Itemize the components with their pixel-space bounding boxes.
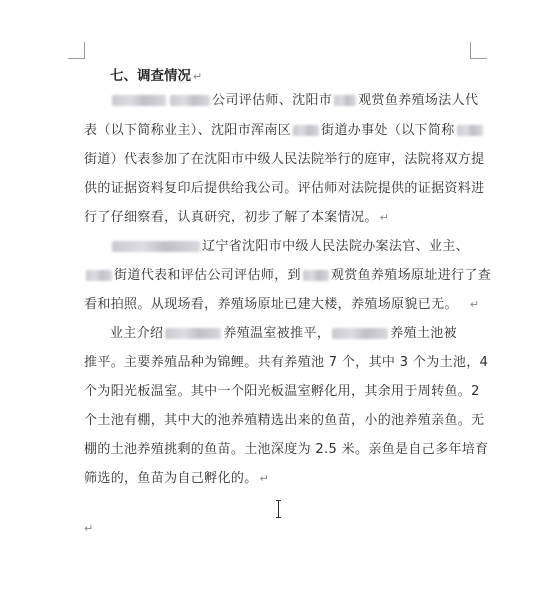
redacted-text	[334, 95, 356, 106]
text-line[interactable]: 街道）代表参加了在沈阳市中级人民法院举行的庭审，法院将双方提	[84, 152, 485, 167]
paragraph-mark: ↵	[193, 70, 203, 83]
page-corner-mark-top-left	[68, 42, 85, 59]
paragraph-mark: ↵	[379, 211, 390, 224]
text-line[interactable]: 业主介绍 养殖温室被推平， 养殖土池被	[110, 326, 457, 341]
redacted-text	[303, 270, 329, 281]
redacted-text	[112, 241, 200, 252]
redacted-text	[86, 270, 112, 281]
redacted-text	[170, 95, 210, 106]
section-heading[interactable]: 七、调查情况 ↵	[110, 68, 203, 84]
text-line[interactable]: 行了仔细察看，认真研究，初步了解了本案情况。 ↵	[84, 210, 390, 225]
text-line[interactable]: 公司评估师、沈阳市 观赏鱼养殖场法人代	[110, 92, 478, 110]
text-cursor	[278, 500, 279, 518]
text-line[interactable]: 看和拍照。从现场看，养殖场原址已建大楼，养殖场原貌已无。 ↵	[84, 297, 480, 312]
redacted-text	[165, 328, 221, 339]
text-line[interactable]: 街道代表和评估公司评估师，到 观赏鱼养殖场原址进行了查	[84, 267, 491, 285]
redacted-text	[457, 125, 483, 136]
text-line[interactable]: 辽宁省沈阳市中级人民法院办案法官、业主、	[110, 238, 469, 256]
page-corner-mark-top-right	[470, 42, 487, 59]
text-line[interactable]: 个为阳光板温室。其中一个阳光板温室孵化用，其余用于周转鱼。2	[84, 384, 480, 399]
text-line[interactable]: 个土池有棚，其中大的池养殖精选出来的鱼苗，小的池养殖亲鱼。无	[84, 413, 485, 428]
redacted-text	[112, 95, 166, 106]
text-line[interactable]: 供的证据资料复印后提供给我公司。评估师对法院提供的证据资料进	[84, 181, 485, 196]
paragraph-mark: ↵	[84, 522, 94, 535]
text-line[interactable]: 表（以下简称业主）、沈阳市浑南区 街道办事处（以下简称	[84, 122, 485, 140]
paragraph-mark: ↵	[259, 472, 270, 485]
text-line[interactable]: 推平。主要养殖品种为锦鲤。共有养殖池 7 个，其中 3 个为土池，4	[84, 355, 489, 370]
redacted-text	[293, 125, 319, 136]
redacted-text	[332, 328, 388, 339]
paragraph-mark: ↵	[469, 298, 480, 311]
text-line[interactable]: 筛选的，鱼苗为自己孵化的。 ↵	[84, 471, 270, 486]
text-line[interactable]: 棚的土池养殖挑剩的鱼苗。土池深度为 2.5 米。亲鱼是自己多年培育	[84, 442, 489, 457]
